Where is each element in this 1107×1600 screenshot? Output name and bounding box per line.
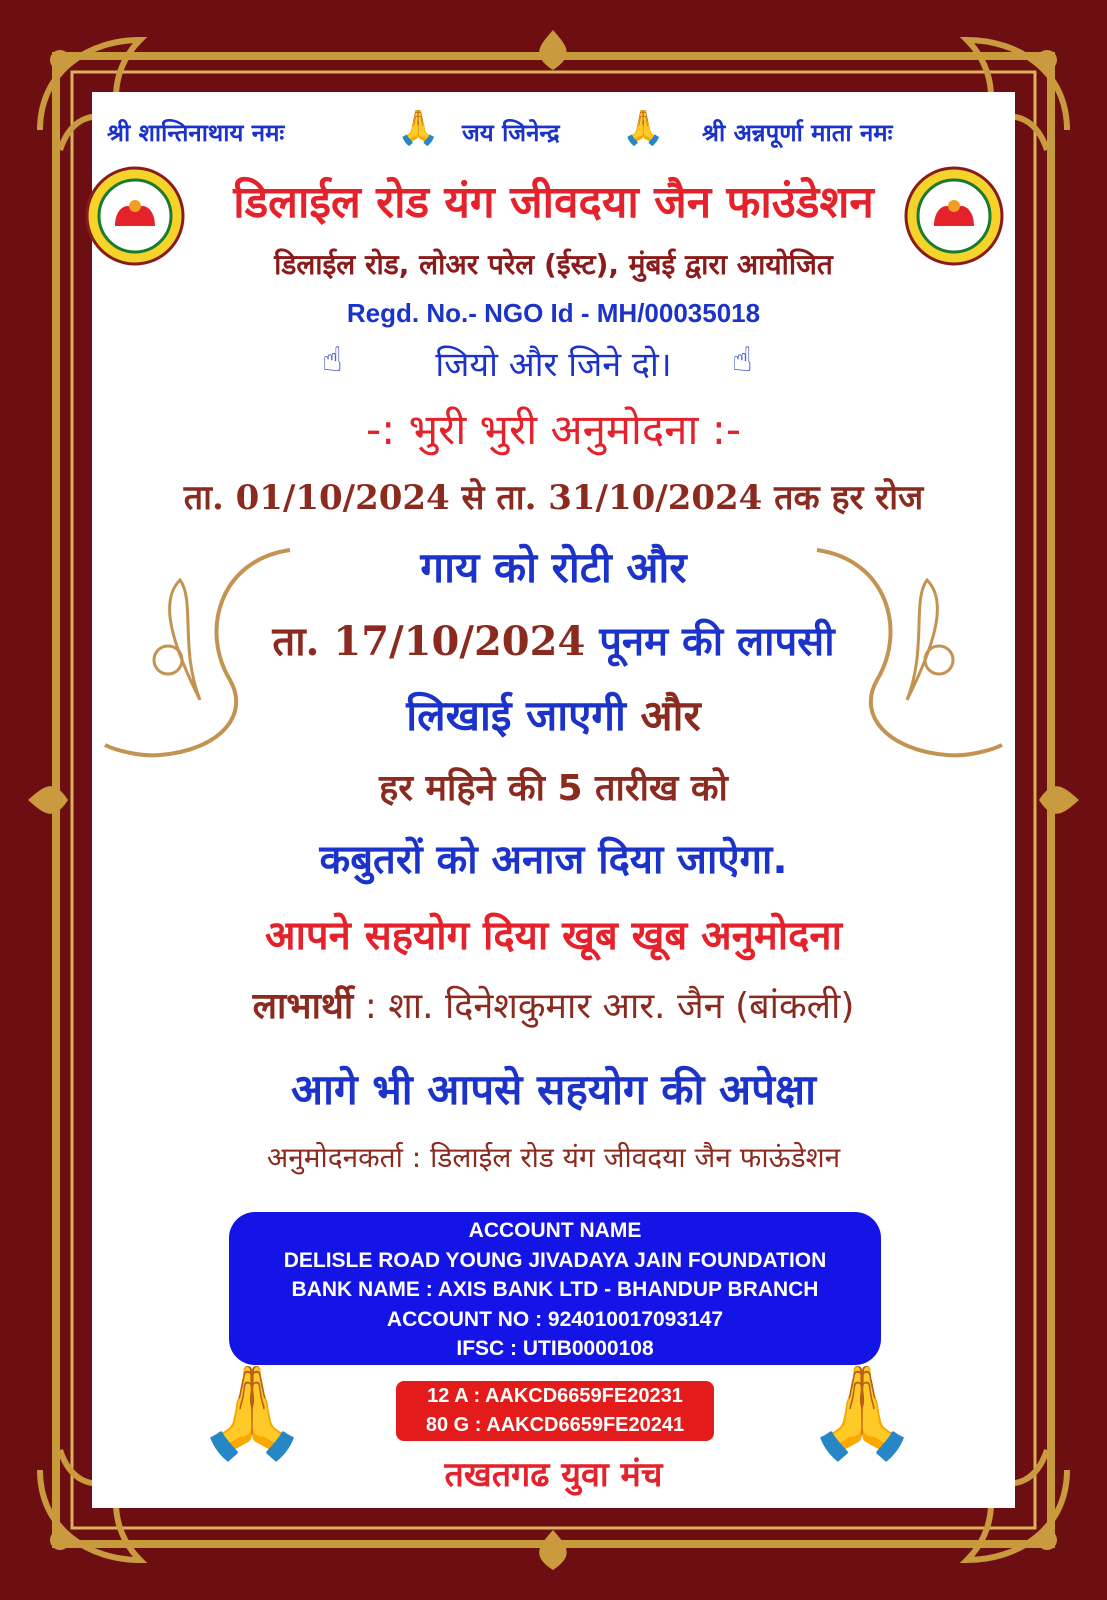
poonam-lapsi-line [92,612,1015,667]
poonam-lapsi-text: पूनम की लापसी [585,619,835,665]
date-range-line: ता. 01/10/2024 से ता. 31/10/2024 तक हर रोज [183,478,924,518]
pigeon-grain-line: कबुतरों को अनाज दिया जाऐगा. [319,837,788,883]
right-salutation: श्री अन्नपूर्णा माता नमः [702,119,893,147]
folded-hands-icon: 🙏 [397,108,440,148]
tax-registration-box [396,1381,714,1441]
heading-anumodana: -: भुरी भुरी अनुमोदना :- [365,405,742,454]
appeal-line: आगे भी आपसे सहयोग की अपेक्षा [291,1065,816,1114]
org-name: डिलाईल रोड यंग जीवदया जैन फाउंडेशन [233,177,874,228]
folded-hands-icon: 🙏 [622,108,665,148]
poonam-date: ता. 17/10/2024 [272,618,586,665]
beneficiary-name: : शा. दिनेशकुमार आर. जैन (बांकली) [353,986,855,1027]
bank-ifsc: IFSC : UTIB0000108 [456,1337,654,1360]
monthly-date-line: हर महिने की 5 तारीख को [379,768,728,809]
bank-title: ACCOUNT NAME [468,1219,642,1242]
pointing-hand-icon: ☝ [732,340,753,380]
beneficiary-line [92,980,1015,1029]
footer-group-name: तखतगढ युवा मंच [444,1455,663,1495]
and-text: और [640,691,701,740]
bank-name: BANK NAME : AXIS BANK LTD - BHANDUP BRANCH [291,1278,819,1301]
folded-hands-icon: 🙏 [196,1360,309,1465]
registration-number: Regd. No.- NGO Id - MH/00035018 [346,298,761,328]
reg-12a: 12 A : AAKCD6659FE20231 [427,1385,683,1407]
salutation-row [92,108,1015,152]
reg-80g: 80 G : AAKCD6659FE20241 [425,1414,685,1436]
bank-details-box [229,1212,881,1365]
pointing-hand-icon: ☝ [322,340,343,380]
thanks-line: आपने सहयोग दिया खूब खूब अनुमोदना [265,913,842,959]
bank-account-no: ACCOUNT NO : 924010017093147 [386,1307,724,1331]
beneficiary-label: लाभार्थी [252,986,354,1027]
motto-row [92,340,1015,386]
bank-account-name: DELISLE ROAD YOUNG JIVADAYA JAIN FOUNDATION [283,1248,827,1272]
written-line [92,686,1015,743]
written-text: लिखाई जाएगी [406,691,641,740]
org-organized-by: डिलाईल रोड, लोअर परेल (ईस्ट), मुंबई द्वारा आयोजित [274,248,833,281]
center-salutation: जय जिनेन्द्र [462,119,560,147]
cow-roti-line: गाय को रोटी और [420,543,687,592]
endorser-line: अनुमोदनकर्ता : डिलाईल रोड यंग जीवदया जैन फाऊंडेशन [266,1141,841,1174]
left-salutation: श्री शान्तिनाथाय नमः [107,119,285,147]
motto: जियो और जिने दो। [435,345,672,385]
folded-hands-icon: 🙏 [806,1360,919,1465]
